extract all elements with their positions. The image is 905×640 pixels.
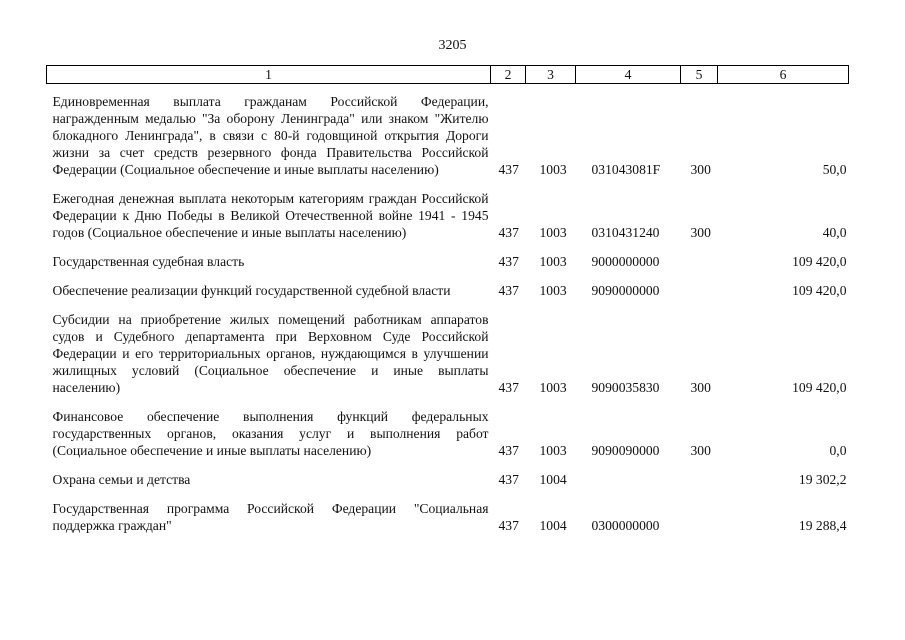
row-csr: 9000000000 (591, 254, 660, 269)
row-name: Обеспечение реализации функций государственной судебной власти (52, 283, 451, 298)
row-sum: 19 288,4 (798, 518, 847, 533)
row-vr: 300 (690, 443, 711, 458)
budget-table (46, 65, 849, 536)
row-sum: 0,0 (829, 443, 847, 458)
row-vr: 300 (690, 162, 711, 177)
row-name: Субсидии на приобретение жилых помещений работникам аппаратов судов и Судебного департамента при Верховном Суде Российской Федерации и его территориальных органов, нуждающимся в улучшении жилищных условий (Социальное обеспечение и иные выплаты населению) (52, 312, 489, 395)
header-col-5: 5 (681, 66, 718, 84)
row-ved: 437 (498, 443, 519, 458)
table-row (47, 272, 849, 301)
row-sum: 40,0 (822, 225, 847, 240)
row-ved: 437 (498, 380, 519, 395)
row-ved: 437 (498, 518, 519, 533)
row-csr: 0310431240 (591, 225, 660, 240)
row-vr (681, 461, 718, 490)
header-col-2: 2 (491, 66, 526, 84)
row-vr (681, 272, 718, 301)
row-rz: 1003 (539, 443, 567, 458)
table-body (47, 84, 849, 537)
row-rz: 1003 (539, 162, 567, 177)
row-ved: 437 (498, 254, 519, 269)
row-name: Охрана семьи и детства (52, 472, 191, 487)
row-sum: 19 302,2 (798, 472, 847, 487)
row-ved: 437 (498, 225, 519, 240)
row-vr: 300 (690, 380, 711, 395)
row-csr: 9090035830 (591, 380, 660, 395)
row-rz: 1004 (539, 518, 567, 533)
table-row (47, 490, 849, 536)
row-rz: 1003 (539, 254, 567, 269)
row-sum: 50,0 (822, 162, 847, 177)
table-row (47, 243, 849, 272)
row-ved: 437 (498, 283, 519, 298)
row-vr (681, 243, 718, 272)
row-rz: 1003 (539, 225, 567, 240)
header-col-3: 3 (526, 66, 576, 84)
row-sum: 109 420,0 (792, 254, 847, 269)
row-rz: 1004 (539, 472, 567, 487)
row-csr: 9090090000 (591, 443, 660, 458)
row-csr (576, 461, 681, 490)
header-col-1: 1 (47, 66, 491, 84)
page-number: 3205 (438, 38, 467, 53)
row-ved: 437 (498, 472, 519, 487)
row-csr: 031043081F (591, 162, 661, 177)
row-csr: 0300000000 (591, 518, 660, 533)
row-name: Финансовое обеспечение выполнения функций федеральных государственных органов, оказания услуг и выполнения работ (Социальное обеспечение и иные выплаты населению) (52, 409, 489, 458)
row-rz: 1003 (539, 380, 567, 395)
header-row (47, 66, 849, 84)
header-col-6: 6 (718, 66, 849, 84)
table-row (47, 180, 849, 243)
row-name: Государственная программа Российской Федерации "Социальная поддержка граждан" (52, 501, 489, 533)
row-sum: 109 420,0 (792, 380, 847, 395)
table-row (47, 84, 849, 181)
header-col-4: 4 (576, 66, 681, 84)
row-vr (681, 490, 718, 536)
row-vr: 300 (690, 225, 711, 240)
table-row (47, 398, 849, 461)
row-csr: 9090000000 (591, 283, 660, 298)
row-rz: 1003 (539, 283, 567, 298)
table-row (47, 461, 849, 490)
row-name: Единовременная выплата гражданам Российской Федерации, награжденным медалью "За оборону Ленинграда" или знаком "Жителю блокадного Ленинграда", в связи с 80-й годовщиной открытия Дороги жизни за счет средств резервного фонда Правительства Российской Федерации (Социальное обеспечение и иные выплаты населению) (52, 94, 489, 177)
row-name: Ежегодная денежная выплата некоторым категориям граждан Российской Федерации к Дню Победы в Великой Отечественной войне 1941 - 1945 годов (Социальное обеспечение и иные выплаты населению) (52, 191, 489, 240)
table-header (47, 66, 849, 84)
row-sum: 109 420,0 (792, 283, 847, 298)
table-row (47, 301, 849, 398)
row-ved: 437 (498, 162, 519, 177)
row-name: Государственная судебная власть (52, 254, 245, 269)
